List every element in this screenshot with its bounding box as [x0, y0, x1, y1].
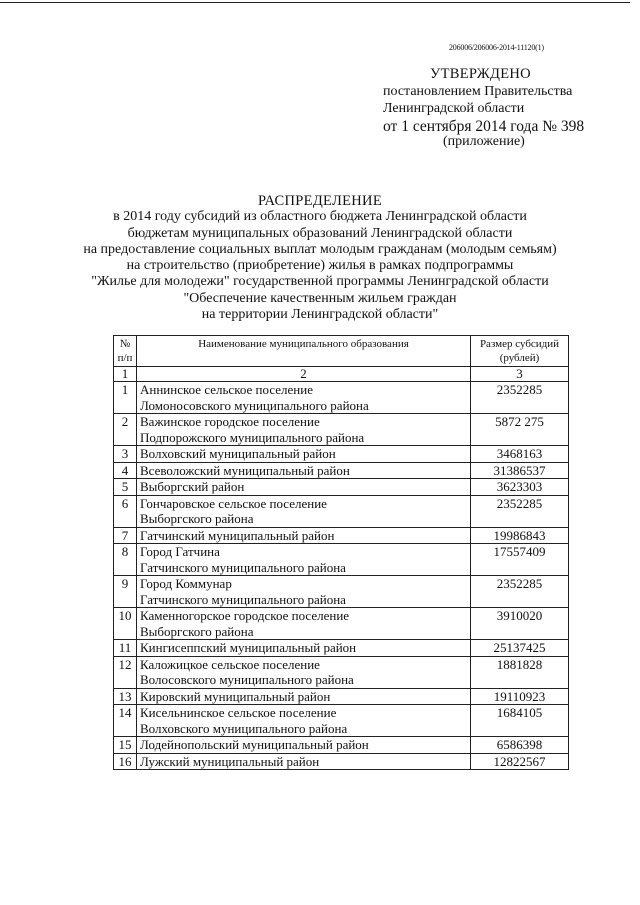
municipality-name-line-1: Гончаровское сельское поселение — [140, 495, 327, 511]
approval-heading: УТВЕРЖДЕНО — [430, 66, 531, 82]
row-number: 6 — [114, 495, 137, 527]
row-amount: 2352285 — [471, 382, 569, 414]
title-line-2: бюджетам муниципальных образований Ленинградской области — [127, 225, 513, 241]
index-cell-3: 3 — [471, 367, 569, 382]
title-line-6: "Обеспечение качественным жильем граждан — [183, 290, 457, 306]
title-line-3: на предоставление социальных выплат молодым гражданам (молодым семьям) — [83, 241, 557, 257]
approval-line-3: от 1 сентября 2014 года № 398 — [383, 118, 585, 135]
table-row — [114, 640, 569, 657]
municipality-name-line-1: Город Коммунар — [140, 576, 232, 591]
row-amount: 6586398 — [471, 737, 569, 754]
row-amount: 31386537 — [471, 462, 569, 479]
row-number: 15 — [114, 737, 137, 754]
approval-line-4: (приложение) — [443, 134, 525, 149]
municipality-name-line-2: Выборгского района — [140, 511, 254, 526]
municipality-name-line-2: Выборгского района — [140, 623, 254, 639]
document-title — [60, 193, 580, 323]
municipality-name-line-1: Каложицкое сельское поселение — [140, 656, 320, 672]
row-municipality — [137, 446, 471, 463]
row-number: 12 — [114, 656, 137, 688]
table-row — [114, 544, 569, 576]
row-number: 2 — [114, 414, 137, 446]
row-municipality — [137, 576, 471, 608]
row-number: 4 — [114, 462, 137, 479]
municipality-name-line-1: Важинское городское поселение — [140, 414, 320, 429]
table-body — [114, 367, 569, 770]
municipality-name-line-2: Гатчинского муниципального района — [140, 591, 346, 607]
row-amount: 19110923 — [471, 688, 569, 705]
table-row — [114, 737, 569, 754]
row-number: 1 — [114, 382, 137, 414]
row-amount: 3623303 — [471, 479, 569, 496]
municipality-name-line-1: Аннинское сельское поселение — [140, 382, 313, 397]
approval-block — [383, 66, 583, 150]
row-number: 5 — [114, 479, 137, 496]
row-amount: 5872 275 — [471, 414, 569, 446]
top-rule — [0, 2, 630, 3]
header-num: № п/п — [114, 336, 137, 367]
municipality-name-line-2: Ломоносовского муниципального района — [140, 397, 369, 413]
row-municipality — [137, 495, 471, 527]
table-row — [114, 446, 569, 463]
municipality-name-line-1: Всеволожский муниципальный район — [140, 462, 350, 478]
header-name: Наименование муниципального образования — [137, 336, 471, 367]
municipality-name-line-1: Кисельнинское сельское поселение — [140, 705, 337, 720]
approval-line-2: Ленинградской области — [383, 101, 525, 116]
row-number: 13 — [114, 688, 137, 705]
row-municipality — [137, 479, 471, 496]
row-amount: 1684105 — [471, 705, 569, 737]
table-row — [114, 495, 569, 527]
title-line-4: на строительство (приобретение) жилья в рамках подпрограммы — [126, 258, 514, 274]
row-amount: 17557409 — [471, 544, 569, 576]
municipality-name-line-2: Подпорожского муниципального района — [140, 429, 365, 445]
table-row — [114, 705, 569, 737]
index-cell-1: 1 — [114, 367, 137, 382]
row-municipality — [137, 705, 471, 737]
municipality-name-line-2: Волховского муниципального района — [140, 720, 348, 736]
row-number: 11 — [114, 640, 137, 657]
table-row — [114, 688, 569, 705]
title-line-0: РАСПРЕДЕЛЕНИЕ — [258, 193, 382, 209]
row-municipality — [137, 753, 471, 770]
table-row — [114, 656, 569, 688]
row-municipality — [137, 414, 471, 446]
table-row — [114, 753, 569, 770]
row-amount: 3910020 — [471, 608, 569, 640]
municipality-name-line-2: Волосовского муниципального района — [140, 672, 354, 687]
header-amount: Размер субсидий (рублей) — [471, 336, 569, 367]
row-municipality — [137, 640, 471, 657]
row-amount: 3468163 — [471, 446, 569, 463]
row-amount: 25137425 — [471, 640, 569, 657]
row-amount: 19986843 — [471, 527, 569, 544]
title-line-5: "Жилье для молодежи" государственной программы Ленинградской области — [91, 274, 549, 290]
row-number: 10 — [114, 608, 137, 640]
municipality-name-line-1: Лужский муниципальный район — [140, 753, 320, 769]
index-cell-2: 2 — [137, 367, 471, 382]
row-amount: 1881828 — [471, 656, 569, 688]
subsidy-table — [113, 335, 569, 770]
title-line-1: в 2014 году субсидий из областного бюджета Ленинградской области — [113, 209, 527, 225]
row-municipality — [137, 737, 471, 754]
municipality-name-line-1: Волховский муниципальный район — [140, 446, 336, 461]
row-municipality — [137, 688, 471, 705]
municipality-name-line-2: Гатчинского муниципального района — [140, 559, 346, 575]
table-row — [114, 527, 569, 544]
row-number: 16 — [114, 753, 137, 770]
municipality-name-line-1: Выборгский район — [140, 479, 245, 494]
municipality-name-line-1: Гатчинский муниципальный район — [140, 527, 335, 543]
title-line-7: на территории Ленинградской области" — [201, 307, 439, 323]
municipality-name-line-1: Лодейнопольский муниципальный район — [140, 737, 369, 752]
municipality-name-line-1: Каменногорское городское поселение — [140, 608, 350, 623]
row-municipality — [137, 527, 471, 544]
row-municipality — [137, 544, 471, 576]
row-municipality — [137, 656, 471, 688]
row-municipality — [137, 462, 471, 479]
row-number: 14 — [114, 705, 137, 737]
document-id: 206006/206006-2014-11120(1) — [449, 43, 544, 52]
table-row — [114, 479, 569, 496]
row-municipality — [137, 608, 471, 640]
row-number: 8 — [114, 544, 137, 576]
table-row — [114, 608, 569, 640]
table-row — [114, 414, 569, 446]
table-row — [114, 576, 569, 608]
municipality-name-line-1: Кировский муниципальный район — [140, 688, 331, 704]
row-amount: 2352285 — [471, 495, 569, 527]
row-municipality — [137, 382, 471, 414]
municipality-name-line-1: Город Гатчина — [140, 544, 220, 559]
row-number: 9 — [114, 576, 137, 608]
municipality-name-line-1: Кингисеппский муниципальный район — [140, 640, 357, 655]
table-row — [114, 382, 569, 414]
row-number: 7 — [114, 527, 137, 544]
approval-line-1: постановлением Правительства — [383, 84, 573, 99]
table-row — [114, 462, 569, 479]
row-amount: 2352285 — [471, 576, 569, 608]
row-number: 3 — [114, 446, 137, 463]
row-amount: 12822567 — [471, 753, 569, 770]
